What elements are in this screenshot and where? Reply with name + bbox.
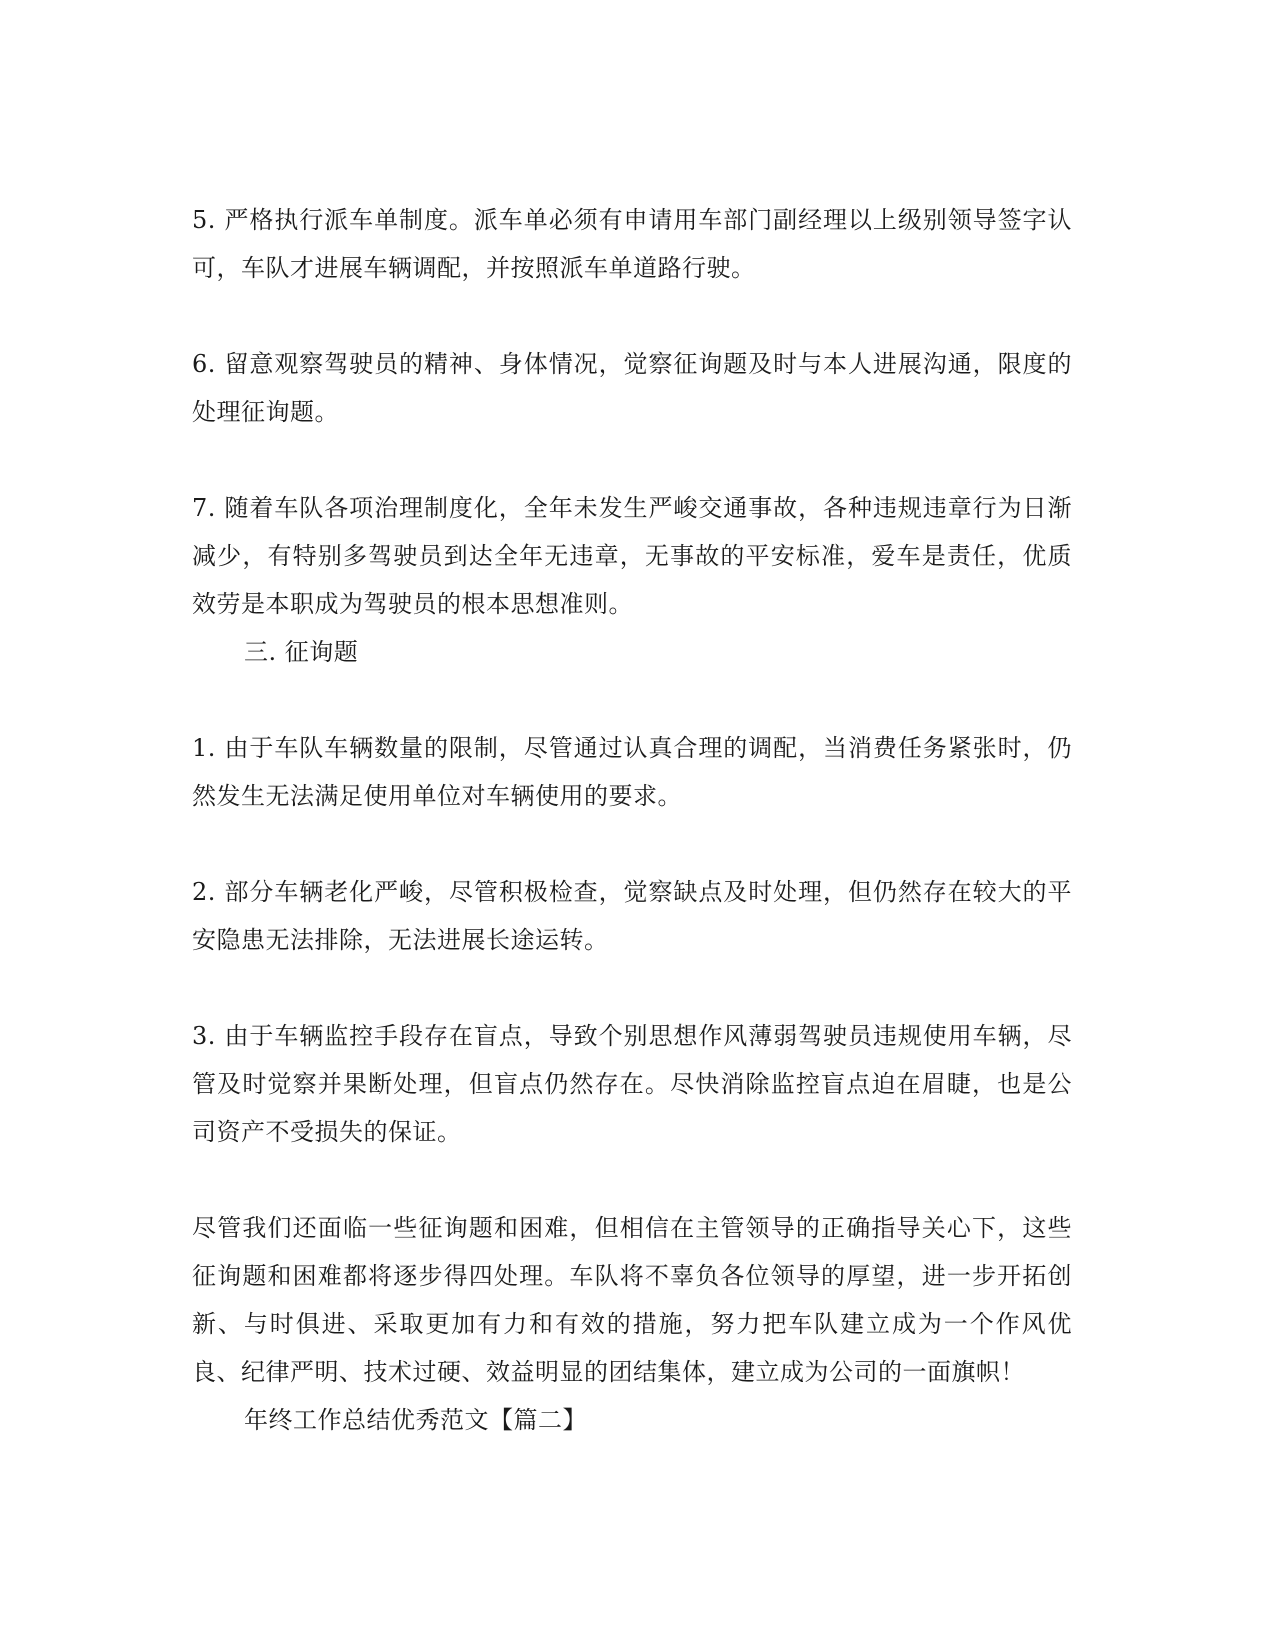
closing-heading: 年终工作总结优秀范文【篇二】 (244, 1406, 587, 1434)
section-heading: 三. 征询题 (244, 638, 359, 666)
paragraph-6: 6. 留意观察驾驶员的精神、身体情况，觉察征询题及时与本人进展沟通，限度的处理征询题。 (192, 350, 1072, 426)
closing-paragraph: 尽管我们还面临一些征询题和困难，但相信在主管领导的正确指导关心下，这些征询题和困难都将逐步得四处理。车队将不辜负各位领导的厚望，进一步开拓创新、与时俱进、采取更加有力和有效的措施，努力把车队建立成为一个作风优良、纪律严明、技术过硬、效益明显的团结集体，建立成为公司的一面旗帜！ (192, 1214, 1072, 1386)
document-page (192, 196, 1072, 1444)
issue-paragraph-1: 1. 由于车队车辆数量的限制，尽管通过认真合理的调配，当消费任务紧张时，仍然发生无法满足使用单位对车辆使用的要求。 (192, 734, 1072, 810)
issue-paragraph-2: 2. 部分车辆老化严峻，尽管积极检查，觉察缺点及时处理，但仍然存在较大的平安隐患无法排除，无法进展长途运转。 (192, 878, 1072, 954)
paragraph-7: 7. 随着车队各项治理制度化，全年未发生严峻交通事故，各种违规违章行为日渐减少，有特别多驾驶员到达全年无违章，无事故的平安标准，爱车是责任，优质效劳是本职成为驾驶员的根本思想准则。 (192, 494, 1072, 618)
issue-paragraph-3: 3. 由于车辆监控手段存在盲点，导致个别思想作风薄弱驾驶员违规使用车辆，尽管及时觉察并果断处理，但盲点仍然存在。尽快消除监控盲点迫在眉睫，也是公司资产不受损失的保证。 (192, 1022, 1072, 1146)
paragraph-5: 5. 严格执行派车单制度。派车单必须有申请用车部门副经理以上级别领导签字认可，车队才进展车辆调配，并按照派车单道路行驶。 (192, 206, 1072, 282)
